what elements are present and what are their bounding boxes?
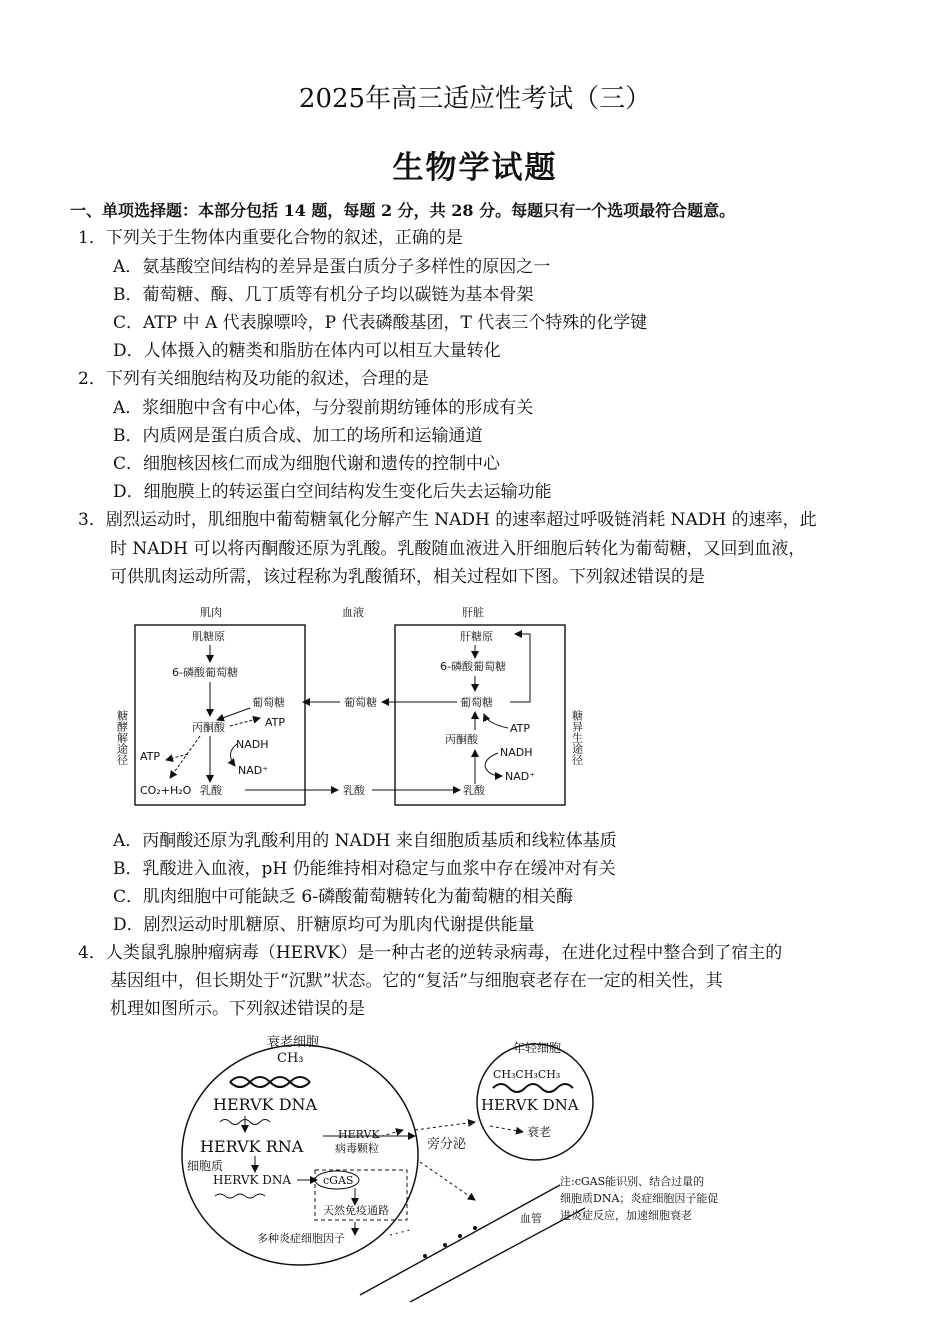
note-line-3: 进炎症反应，加速细胞衰老 — [560, 1209, 692, 1222]
cytoplasmic-hervk-dna: HERVK DNA — [213, 1173, 292, 1187]
young-hervk-dna: HERVK DNA — [481, 1096, 579, 1114]
muscle-co2-h2o: CO₂+H₂O — [140, 784, 192, 797]
question-3-stem-line1: 3．剧烈运动时，肌细胞中葡萄糖氧化分解产生 NADH 的速率超过呼吸链消耗 NADH 的速率，此 — [78, 510, 817, 530]
innate-pathway-label: 天然免疫通路 — [323, 1204, 389, 1217]
senescence-label: 衰老 — [527, 1125, 552, 1139]
muscle-atp-top: ATP — [265, 716, 286, 729]
muscle-box — [135, 625, 305, 805]
liver-lactate: 乳酸 — [463, 784, 485, 797]
question-4-stem-line2: 基因组中，但长期处于“沉默”状态。它的“复活”与细胞衰老存在一定的相关性，其 — [110, 971, 723, 991]
note-line-1: 注:cGAS能识别、结合过量的 — [560, 1175, 705, 1188]
label-blood: 血液 — [342, 606, 364, 619]
senescent-cell-label: 衰老细胞 — [267, 1035, 320, 1050]
label-muscle: 肌肉 — [200, 606, 222, 619]
subject-title: 生物学试题 — [392, 150, 558, 186]
question-1-option-d: D．人体摄入的糖类和脂肪在体内可以相互大量转化 — [113, 341, 501, 361]
lactate-cycle-diagram — [100, 598, 600, 820]
question-2-option-a: A．浆细胞中含有中心体，与分裂前期纺锤体的形成有关 — [113, 398, 534, 418]
hervk-particle-line2: 病毒颗粒 — [335, 1142, 379, 1155]
liver-nadh: NADH — [500, 746, 533, 759]
question-3-stem-line3: 可供肌肉运动所需，该过程称为乳酸循环，相关过程如下图。下列叙述错误的是 — [110, 567, 705, 587]
note-line-2: 细胞质DNA；炎症细胞因子能促 — [560, 1192, 719, 1205]
senescent-hervk-dna: HERVK DNA — [213, 1095, 318, 1114]
vessel-wall-top — [360, 1185, 560, 1295]
muscle-nad: NAD⁺ — [238, 764, 269, 777]
hervk-rna: HERVK RNA — [200, 1137, 304, 1156]
question-3-stem-line2: 时 NADH 可以将丙酮酸还原为乳酸。乳酸随血液进入肝细胞后转化为葡萄糖，又回到血液， — [110, 539, 806, 559]
liver-box — [395, 625, 565, 805]
question-1-option-a: A．氨基酸空间结构的差异是蛋白质分子多样性的原因之一 — [113, 257, 551, 277]
question-4-stem-line3: 机理如图所示。下列叙述错误的是 — [110, 999, 365, 1019]
question-2-stem: 2．下列有关细胞结构及功能的叙述，合理的是 — [78, 369, 429, 389]
section-heading: 一、单项选择题：本部分包括 14 题，每题 2 分，共 28 分。每题只有一个选项最符合题意。 — [70, 201, 736, 220]
cytoplasm-label: 细胞质 — [187, 1159, 224, 1173]
young-methyl-groups: CH₃CH₃CH₃ — [493, 1068, 561, 1081]
question-3-option-b: B．乳酸进入血液，pH 仍能维持相对稳定与血浆中存在缓冲对有关 — [113, 859, 616, 879]
young-cell-label: 年轻细胞 — [513, 1041, 562, 1055]
question-1-stem: 1．下列关于生物体内重要化合物的叙述，正确的是 — [78, 228, 463, 248]
vessel-wall-bottom — [410, 1208, 585, 1302]
muscle-pyruvate: 丙酮酸 — [192, 721, 225, 734]
question-2-option-d: D．细胞膜上的转运蛋白空间结构发生变化后失去运输功能 — [113, 482, 552, 502]
vessel-label: 血管 — [520, 1212, 542, 1225]
hervk-particle-line1: HERVK — [338, 1128, 380, 1141]
question-4-stem-line1: 4．人类鼠乳腺肿瘤病毒（HERVK）是一种古老的逆转录病毒，在进化过程中整合到了宿主的 — [78, 943, 783, 963]
liver-g6p: 6-磷酸葡萄糖 — [440, 660, 506, 673]
question-2-option-b: B．内质网是蛋白质合成、加工的场所和运输通道 — [113, 426, 483, 446]
liver-nad: NAD⁺ — [505, 770, 536, 783]
cgas-label: cGAS — [323, 1174, 354, 1187]
blood-lactate: 乳酸 — [343, 784, 365, 797]
liver-pyruvate: 丙酮酸 — [445, 733, 478, 746]
glycolysis-label: 糖酵解途径 — [115, 710, 129, 765]
liver-atp: ATP — [510, 722, 531, 735]
dna-helix-young — [493, 1084, 573, 1092]
muscle-glucose: 葡萄糖 — [252, 696, 285, 709]
blood-glucose: 葡萄糖 — [344, 696, 377, 709]
muscle-g6p: 6-磷酸葡萄糖 — [172, 666, 238, 679]
muscle-atp-bottom: ATP — [140, 750, 161, 763]
cytokines-label: 多种炎症细胞因子 — [257, 1232, 345, 1245]
question-3-option-c: C．肌肉细胞中可能缺乏 6-磷酸葡萄糖转化为葡萄糖的相关酶 — [113, 887, 573, 907]
muscle-nadh: NADH — [236, 738, 269, 751]
ch3-label: CH₃ — [277, 1051, 304, 1066]
question-3-option-d: D．剧烈运动时肌糖原、肝糖原均可为肌肉代谢提供能量 — [113, 915, 535, 935]
liver-glucose: 葡萄糖 — [460, 696, 493, 709]
muscle-glycogen: 肌糖原 — [192, 630, 225, 643]
question-3-option-a: A．丙酮酸还原为乳酸利用的 NADH 来自细胞质基质和线粒体基质 — [113, 831, 617, 851]
question-1-option-b: B．葡萄糖、酶、几丁质等有机分子均以碳链为基本骨架 — [113, 285, 534, 305]
gluconeogenesis-label: 糖异生途径 — [570, 710, 584, 765]
question-1-option-c: C．ATP 中 A 代表腺嘌呤，P 代表磷酸基团，T 代表三个特殊的化学键 — [113, 313, 648, 333]
label-liver: 肝脏 — [462, 606, 484, 619]
hervk-diagram — [175, 1030, 795, 1305]
question-2-option-c: C．细胞核因核仁而成为细胞代谢和遗传的控制中心 — [113, 454, 501, 474]
exam-title: 2025年高三适应性考试（三） — [298, 84, 652, 114]
muscle-lactate: 乳酸 — [200, 784, 222, 797]
liver-glycogen: 肝糖原 — [460, 630, 493, 643]
paracrine-label: 旁分泌 — [427, 1137, 467, 1152]
